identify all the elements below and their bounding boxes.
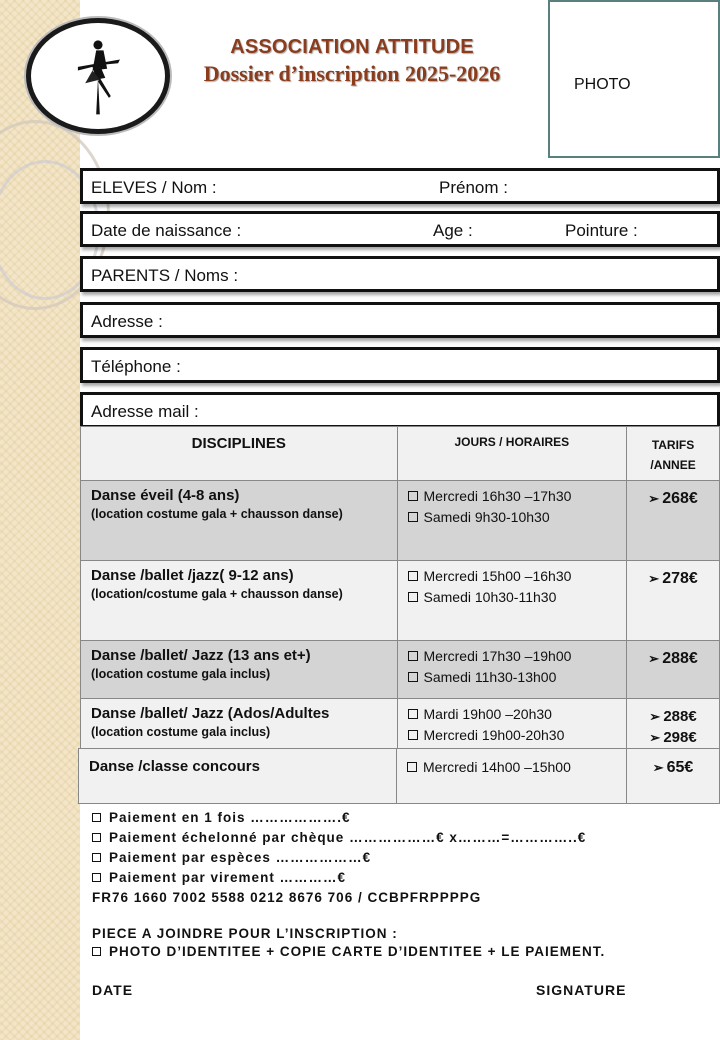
schedule-item[interactable]: Mercredi 14h00 –15h00 <box>397 749 626 778</box>
discipline-name: Danse /ballet /jazz( 9-12 ans) <box>91 567 294 584</box>
checkbox-icon[interactable] <box>408 491 418 501</box>
payment-option[interactable]: Paiement par espèces ………………€ <box>92 850 712 870</box>
adresse-label: Adresse : <box>91 312 163 331</box>
pointure-label: Pointure : <box>565 221 638 240</box>
checkbox-icon[interactable] <box>92 873 101 882</box>
discipline-detail: (location/costume gala + chausson danse) <box>91 587 343 601</box>
payment-section <box>92 810 712 964</box>
tarif-cell <box>627 481 720 561</box>
tarif-value: 268€ <box>662 490 698 507</box>
parents-field[interactable] <box>80 256 720 292</box>
schedule-item[interactable]: Mercredi 15h00 –16h30 <box>398 561 627 587</box>
header-tarifs-line2: /ANNEE <box>650 458 696 472</box>
arrow-icon: ➢ <box>649 730 661 745</box>
piece-title: PIECE A JOINDRE POUR L’INSCRIPTION : <box>92 926 398 941</box>
checkbox-icon[interactable] <box>92 947 101 956</box>
checkbox-icon[interactable] <box>92 833 101 842</box>
checkbox-icon[interactable] <box>408 709 418 719</box>
iban: FR76 1660 7002 5588 0212 8676 706 / CCBPFRPPPPG <box>92 890 482 905</box>
piece-item[interactable]: PHOTO D’IDENTITEE + COPIE CARTE D’IDENTITEE + LE PAIEMENT. <box>92 944 712 964</box>
email-field[interactable] <box>80 392 720 428</box>
eleves-nom-label: ELEVES / Nom : <box>91 178 217 197</box>
header-titles <box>160 36 544 87</box>
schedule-item[interactable]: Samedi 9h30-10h30 <box>398 507 627 528</box>
checkbox-icon[interactable] <box>408 730 418 740</box>
payment-option[interactable]: Paiement échelonné par chèque ………………€ x………=…………..€ <box>92 830 712 850</box>
discipline-name: Danse /ballet/ Jazz (Ados/Adultes <box>91 705 330 722</box>
schedule-item[interactable]: Mardi 19h00 –20h30 <box>398 699 627 725</box>
photo-box[interactable] <box>548 0 720 158</box>
disciplines-table <box>80 426 720 757</box>
date-naissance-label: Date de naissance : <box>91 221 242 240</box>
tarif-value: 278€ <box>662 570 698 587</box>
header-jours: JOURS / HORAIRES <box>397 427 627 481</box>
tarif-value: 65€ <box>666 759 694 776</box>
telephone-label: Téléphone : <box>91 357 181 376</box>
tarif-value: 288€ <box>663 708 697 725</box>
table-row <box>81 561 720 641</box>
association-title: ASSOCIATION ATTITUDE <box>230 36 474 58</box>
schedule-item[interactable]: Samedi 10h30-11h30 <box>398 587 627 608</box>
checkbox-icon[interactable] <box>408 571 418 581</box>
arrow-icon: ➢ <box>648 651 660 666</box>
header-tarifs-line1: TARIFS <box>651 438 695 452</box>
discipline-detail: (location costume gala + chausson danse) <box>91 507 343 521</box>
eleves-nom-field[interactable] <box>80 168 720 204</box>
checkbox-icon[interactable] <box>92 813 101 822</box>
email-label: Adresse mail : <box>91 402 199 421</box>
checkbox-icon[interactable] <box>407 762 417 772</box>
discipline-name: Danse /ballet/ Jazz (13 ans et+) <box>91 647 311 664</box>
checkbox-icon[interactable] <box>408 651 418 661</box>
schedule-item[interactable]: Mercredi 19h00-20h30 <box>398 725 627 746</box>
prenom-label: Prénom : <box>439 178 508 197</box>
arrow-icon: ➢ <box>652 760 664 775</box>
payment-option[interactable]: Paiement en 1 fois ……………….€ <box>92 810 712 830</box>
checkbox-icon[interactable] <box>92 853 101 862</box>
photo-label: PHOTO <box>574 76 631 93</box>
header-disciplines: DISCIPLINES <box>81 427 398 481</box>
table-row <box>81 641 720 699</box>
schedule-item[interactable]: Mercredi 17h30 –19h00 <box>398 641 627 667</box>
discipline-detail: (location costume gala inclus) <box>91 725 271 739</box>
tarif-cell <box>627 561 720 641</box>
schedule-item[interactable]: Samedi 11h30-13h00 <box>398 667 627 688</box>
telephone-field[interactable] <box>80 347 720 383</box>
tarif-cell <box>627 749 719 803</box>
tarif-value: 288€ <box>662 650 698 667</box>
checkbox-icon[interactable] <box>408 672 418 682</box>
arrow-icon: ➢ <box>649 709 661 724</box>
date-label: DATE <box>92 982 134 998</box>
checkbox-icon[interactable] <box>408 512 418 522</box>
age-label: Age : <box>433 221 473 240</box>
checkbox-icon[interactable] <box>408 592 418 602</box>
signature-label: SIGNATURE <box>536 982 627 998</box>
schedule-item[interactable]: Mercredi 16h30 –17h30 <box>398 481 627 507</box>
discipline-name: Danse éveil (4-8 ans) <box>91 487 240 504</box>
tarif-value: 298€ <box>663 729 697 746</box>
date-naissance-field[interactable] <box>80 211 720 247</box>
dossier-title: Dossier d’inscription 2025-2026 <box>203 61 501 86</box>
discipline-name: Danse /classe concours <box>89 758 260 775</box>
payment-option[interactable]: Paiement par virement …………€ <box>92 870 712 890</box>
tarif-cell <box>627 641 720 699</box>
adresse-field[interactable] <box>80 302 720 338</box>
association-logo <box>26 18 170 134</box>
arrow-icon: ➢ <box>648 491 660 506</box>
table-header-row <box>81 427 720 481</box>
parents-label: PARENTS / Noms : <box>91 266 239 285</box>
discipline-detail: (location costume gala inclus) <box>91 667 271 681</box>
table-row <box>81 481 720 561</box>
arrow-icon: ➢ <box>648 571 660 586</box>
header-tarifs <box>627 427 720 481</box>
concours-row <box>78 748 720 804</box>
